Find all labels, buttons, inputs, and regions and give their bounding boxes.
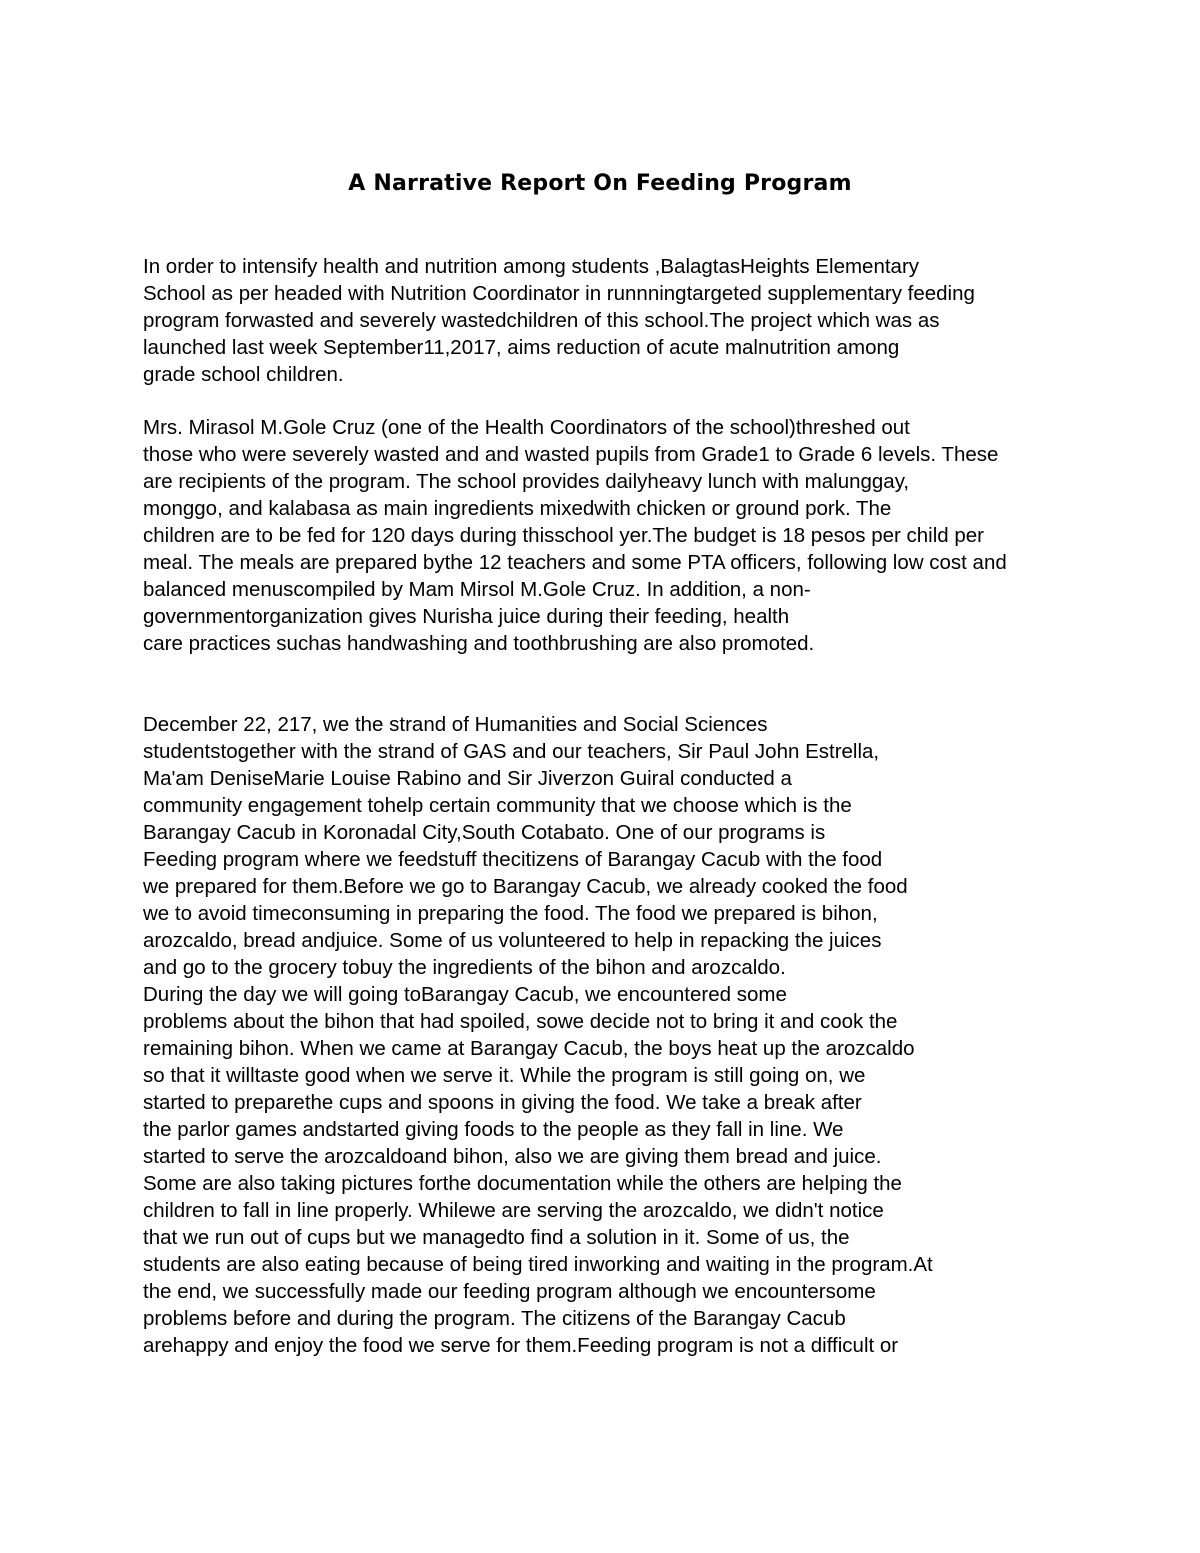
text-line: remaining bihon. When we came at Barangay Cacub, the boys heat up the arozcaldo bbox=[143, 1037, 915, 1060]
text-line: Barangay Cacub in Koronadal City,South Cotabato. One of our programs is bbox=[143, 821, 826, 844]
text-line: problems before and during the program. The citizens of the Barangay Cacub bbox=[143, 1307, 846, 1330]
text-line: December 22, 217, we the strand of Humanities and Social Sciences bbox=[143, 713, 768, 736]
text-line: students are also eating because of being tired inworking and waiting in the program.At bbox=[143, 1253, 933, 1276]
text-line: Ma'am DeniseMarie Louise Rabino and Sir Jiverzon Guiral conducted a bbox=[143, 767, 792, 790]
text-line: balanced menuscompiled by Mam Mirsol M.Gole Cruz. In addition, a non- bbox=[143, 578, 811, 601]
text-line: the parlor games andstarted giving foods to the people as they fall in line. We bbox=[143, 1118, 844, 1141]
text-line: grade school children. bbox=[143, 363, 344, 386]
text-line: children to fall in line properly. Whilewe are serving the arozcaldo, we didn't notice bbox=[143, 1199, 884, 1222]
text-line: are recipients of the program. The school provides dailyheavy lunch with malunggay, bbox=[143, 470, 910, 493]
text-line: In order to intensify health and nutrition among students ,BalagtasHeights Elementary bbox=[143, 255, 920, 278]
text-line: studentstogether with the strand of GAS and our teachers, Sir Paul John Estrella, bbox=[143, 740, 880, 763]
text-line: started to preparethe cups and spoons in giving the food. We take a break after bbox=[143, 1091, 862, 1114]
document-title: A Narrative Report On Feeding Program bbox=[348, 171, 852, 196]
text-line: problems about the bihon that had spoiled, sowe decide not to bring it and cook the bbox=[143, 1010, 898, 1033]
text-line: that we run out of cups but we managedto find a solution in it. Some of us, the bbox=[143, 1226, 850, 1249]
text-line: arehappy and enjoy the food we serve for them.Feeding program is not a difficult or bbox=[143, 1334, 899, 1357]
text-line: governmentorganization gives Nurisha juice during their feeding, health bbox=[143, 605, 790, 628]
text-line: so that it willtaste good when we serve it. While the program is still going on, we bbox=[143, 1064, 866, 1087]
text-line: launched last week September11,2017, aims reduction of acute malnutrition among bbox=[143, 336, 900, 359]
text-line: During the day we will going toBarangay Cacub, we encountered some bbox=[143, 983, 787, 1006]
text-line: arozcaldo, bread andjuice. Some of us volunteered to help in repacking the juices bbox=[143, 929, 882, 952]
paragraph-coordinator bbox=[143, 414, 1063, 657]
text-line: started to serve the arozcaldoand bihon, also we are giving them bread and juice. bbox=[143, 1145, 882, 1168]
text-line: Mrs. Mirasol M.Gole Cruz (one of the Health Coordinators of the school)threshed out bbox=[143, 416, 910, 439]
text-line: Feeding program where we feedstuff thecitizens of Barangay Cacub with the food bbox=[143, 848, 883, 871]
text-line: we prepared for them.Before we go to Barangay Cacub, we already cooked the food bbox=[143, 875, 908, 898]
text-line: children are to be fed for 120 days during thisschool yer.The budget is 18 pesos per child per bbox=[143, 524, 985, 547]
text-line: we to avoid timeconsuming in preparing the food. The food we prepared is bihon, bbox=[143, 902, 878, 925]
text-line: program forwasted and severely wastedchildren of this school.The project which was as bbox=[143, 309, 940, 332]
text-line: Some are also taking pictures forthe documentation while the others are helping the bbox=[143, 1172, 902, 1195]
text-line: monggo, and kalabasa as main ingredients mixedwith chicken or ground pork. The bbox=[143, 497, 892, 520]
text-line: community engagement tohelp certain community that we choose which is the bbox=[143, 794, 852, 817]
text-line: the end, we successfully made our feeding program although we encountersome bbox=[143, 1280, 876, 1303]
text-line: those who were severely wasted and and wasted pupils from Grade1 to Grade 6 levels. These bbox=[143, 443, 999, 466]
paragraph-community-engagement bbox=[143, 711, 1063, 1359]
text-line: meal. The meals are prepared bythe 12 teachers and some PTA officers, following low cost and bbox=[143, 551, 1007, 574]
text-line: School as per headed with Nutrition Coordinator in runnningtargeted supplementary feeding bbox=[143, 282, 975, 305]
text-line: care practices suchas handwashing and toothbrushing are also promoted. bbox=[143, 632, 815, 655]
text-line: and go to the grocery tobuy the ingredients of the bihon and arozcaldo. bbox=[143, 956, 786, 979]
paragraph-intro bbox=[143, 253, 1063, 388]
